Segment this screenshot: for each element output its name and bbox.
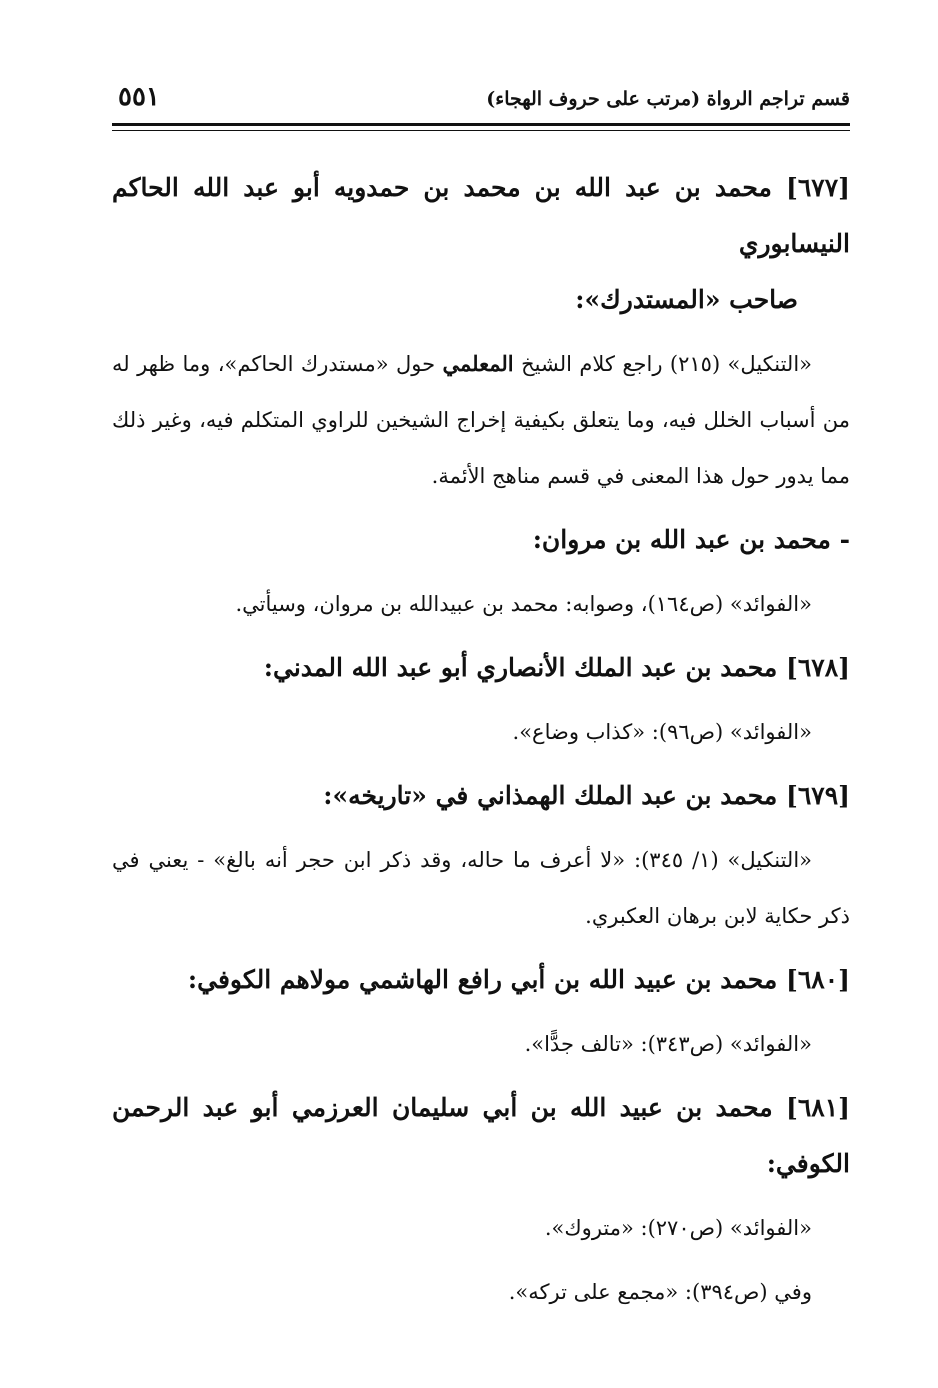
page-content — [112, 160, 850, 1328]
entry-680-body: «الفوائد» (ص٣٤٣): «تالف جدًّا». — [524, 1032, 812, 1056]
header-rule-thin — [112, 130, 850, 131]
entry-681-title: [٦٨١] محمد بن عبيد الله بن أبي سليمان العرزمي أبو عبد الرحمن الكوفي: — [112, 1093, 851, 1178]
entry-677-body — [112, 336, 850, 504]
entry-677-body-name: المعلمي — [442, 351, 514, 376]
header-rule-thick — [112, 123, 850, 126]
entry-679-body: «التنكيل» (١/ ٣٤٥): «لا أعرف ما حاله، وقد ذكر ابن حجر أنه بالغ» - يعني في ذكر حكاية لابن برهان العكبري. — [112, 848, 850, 928]
entry-677-body-before: «التنكيل» (٢١٥) راجع كلام الشيخ — [513, 352, 813, 376]
entry-678-title: [٦٧٨] محمد بن عبد الملك الأنصاري أبو عبد الله المدني: — [263, 653, 850, 682]
entry-681-body-1: «الفوائد» (ص٢٧٠): «متروك». — [544, 1216, 812, 1240]
entry-681-body-2: وفي (ص٣٩٤): «مجمع على تركه». — [508, 1280, 812, 1304]
page-number: ٥٥١ — [118, 82, 160, 112]
entry-marwan-title: - محمد بن عبد الله بن مروان: — [532, 525, 850, 554]
running-title: قسم تراجم الرواة (مرتب على حروف الهجاء) — [486, 88, 850, 110]
entry-679-title: [٦٧٩] محمد بن عبد الملك الهمذاني في «تاريخه»: — [323, 781, 850, 810]
entry-677-body-after: حول «مستدرك الحاكم»، وما ظهر له من أسباب الخلل فيه، وما يتعلق بكيفية إخراج الشيخين للراوي المتكلم فيه، وغير ذلك مما يدور حول هذا المعنى في قسم مناهج الأئمة. — [112, 352, 850, 488]
entry-marwan-body: «الفوائد» (ص١٦٤)، وصوابه: محمد بن عبيدالله بن مروان، وسيأتي. — [235, 592, 812, 616]
entry-680-title: [٦٨٠] محمد بن عبيد الله بن أبي رافع الهاشمي مولاهم الكوفي: — [187, 965, 850, 994]
entry-677-title-line1: [٦٧٧] محمد بن عبد الله بن محمد بن حمدويه أبو عبد الله الحاكم النيسابوري — [112, 173, 850, 258]
entry-677-title-line2: صاحب «المستدرك»: — [575, 285, 798, 314]
running-header — [112, 80, 850, 120]
entry-678-body: «الفوائد» (ص٩٦): «كذاب وضاع». — [512, 720, 812, 744]
entry-677-title — [112, 160, 850, 328]
